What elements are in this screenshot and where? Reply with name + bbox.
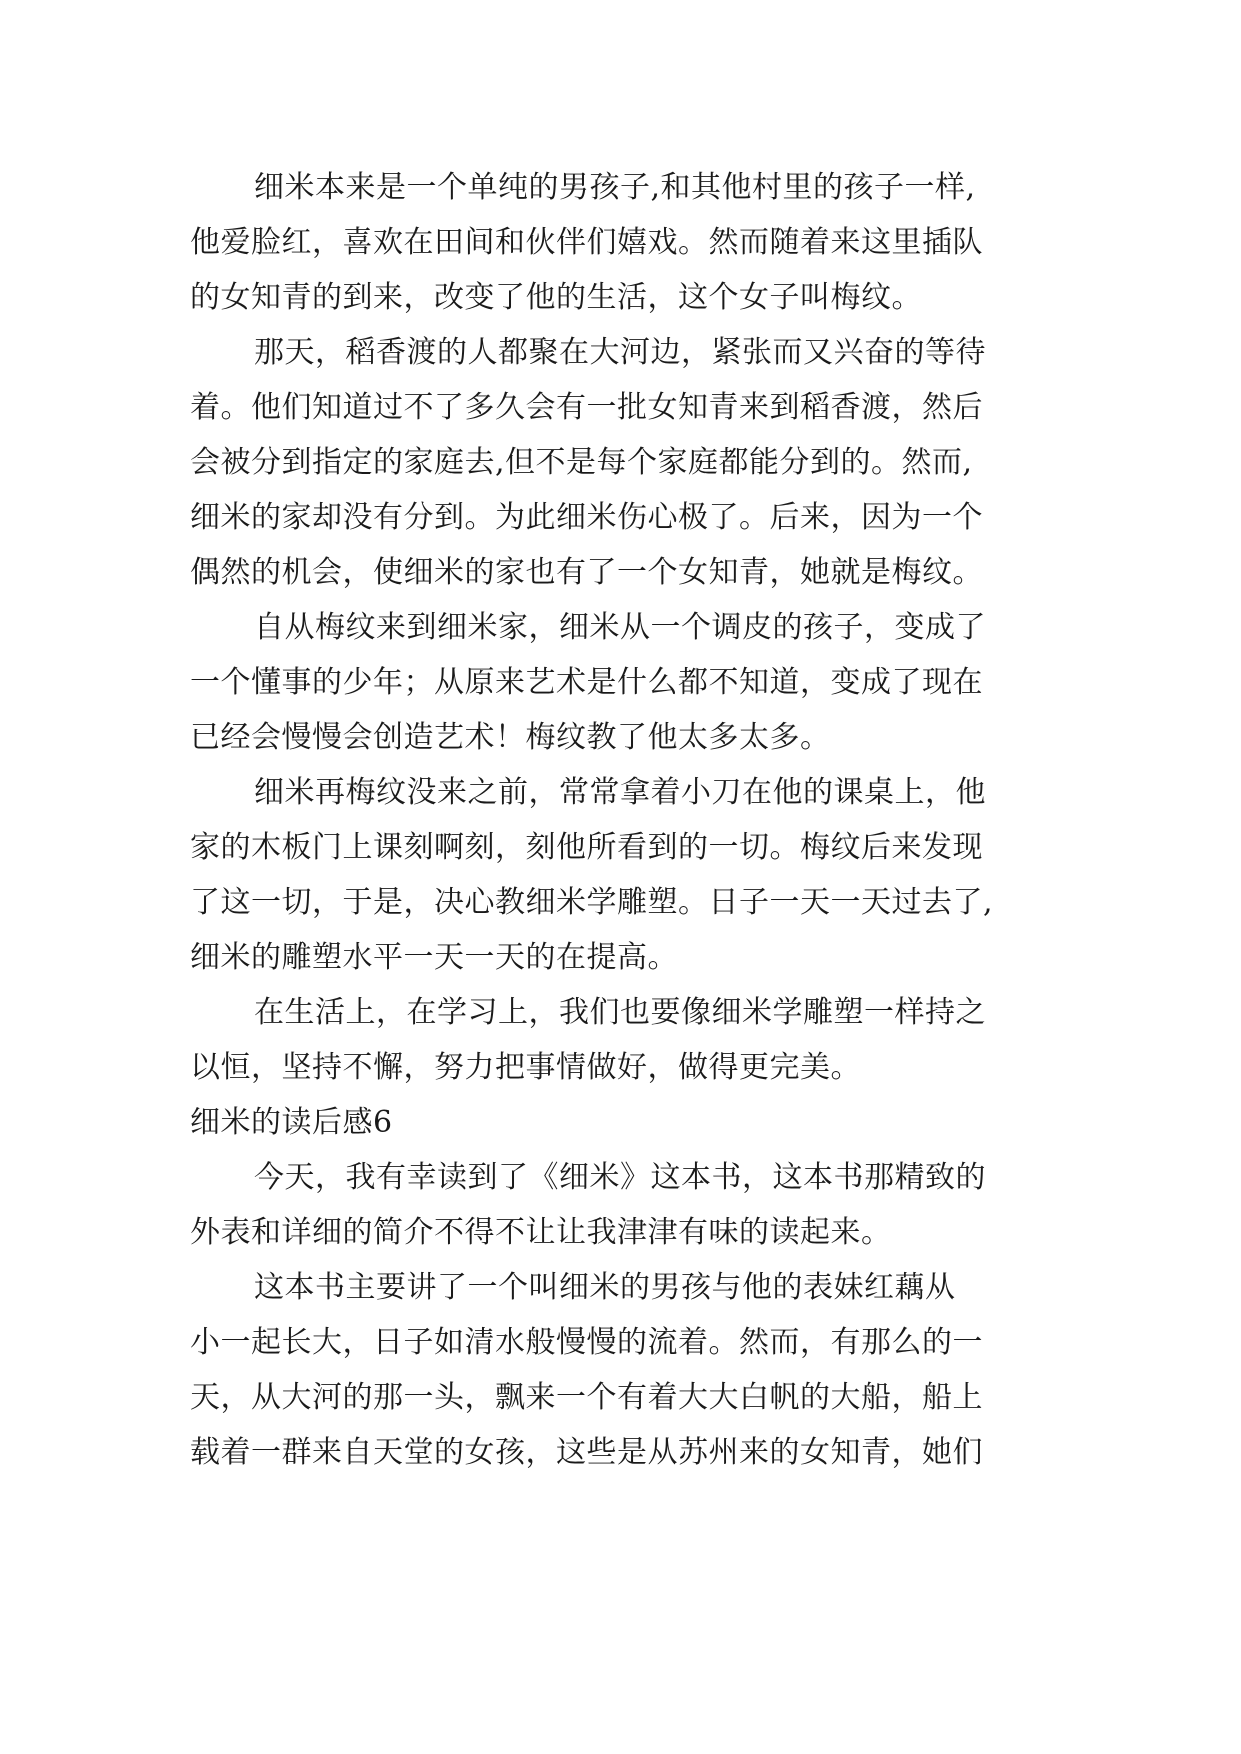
paragraph-line: 在生活上，在学习上，我们也要像细米学雕塑一样持之 — [254, 995, 986, 1030]
paragraph-line: 家的木板门上课刻啊刻，刻他所看到的一切。梅纹后来发现 — [190, 830, 983, 865]
paragraph — [190, 1150, 1090, 1260]
paragraph — [190, 325, 1090, 600]
paragraph-line: 这本书主要讲了一个叫细米的男孩与他的表妹红藕从 — [254, 1270, 956, 1305]
paragraph-line: 外表和详细的简介不得不让让我津津有味的读起来。 — [190, 1215, 892, 1250]
paragraph-line: 今天，我有幸读到了《细米》这本书，这本书那精致的 — [254, 1160, 986, 1195]
paragraph-line: 会被分到指定的家庭去,但不是每个家庭都能分到的。然而, — [190, 445, 973, 480]
paragraph-line: 那天，稻香渡的人都聚在大河边，紧张而又兴奋的等待 — [254, 335, 986, 370]
paragraph-line: 细米本来是一个单纯的男孩子,和其他村里的孩子一样, — [254, 170, 976, 205]
paragraph-line: 自从梅纹来到细米家，细米从一个调皮的孩子，变成了 — [254, 610, 986, 645]
paragraph — [190, 765, 1090, 985]
paragraph-line: 的女知青的到来，改变了他的生活，这个女子叫梅纹。 — [190, 280, 922, 315]
section-heading: 细米的读后感6 — [190, 1105, 393, 1140]
paragraph-line: 了这一切，于是，决心教细米学雕塑。日子一天一天过去了, — [190, 885, 994, 920]
paragraph — [190, 1260, 1090, 1480]
paragraph-line: 以恒，坚持不懈，努力把事情做好，做得更完美。 — [190, 1050, 861, 1085]
paragraph-line: 小一起长大，日子如清水般慢慢的流着。然而，有那么的一 — [190, 1325, 983, 1360]
paragraph — [190, 600, 1090, 765]
paragraph-line: 已经会慢慢会创造艺术！梅纹教了他太多太多。 — [190, 720, 831, 755]
paragraph-line: 细米再梅纹没来之前，常常拿着小刀在他的课桌上，他 — [254, 775, 986, 810]
paragraph-line: 载着一群来自天堂的女孩，这些是从苏州来的女知青，她们 — [190, 1435, 983, 1470]
paragraph-line: 细米的雕塑水平一天一天的在提高。 — [190, 940, 678, 975]
paragraph-line: 一个懂事的少年；从原来艺术是什么都不知道，变成了现在 — [190, 665, 983, 700]
paragraph — [190, 985, 1090, 1095]
paragraph-line: 偶然的机会，使细米的家也有了一个女知青，她就是梅纹。 — [190, 555, 983, 590]
paragraph-line: 细米的家却没有分到。为此细米伤心极了。后来，因为一个 — [190, 500, 983, 535]
paragraph-line: 天，从大河的那一头，飘来一个有着大大白帆的大船，船上 — [190, 1380, 983, 1415]
paragraph — [190, 160, 1090, 325]
paragraph-line: 他爱脸红，喜欢在田间和伙伴们嬉戏。然而随着来这里插队 — [190, 225, 983, 260]
paragraph-line: 着。他们知道过不了多久会有一批女知青来到稻香渡，然后 — [190, 390, 983, 425]
article-body — [190, 160, 1090, 1480]
